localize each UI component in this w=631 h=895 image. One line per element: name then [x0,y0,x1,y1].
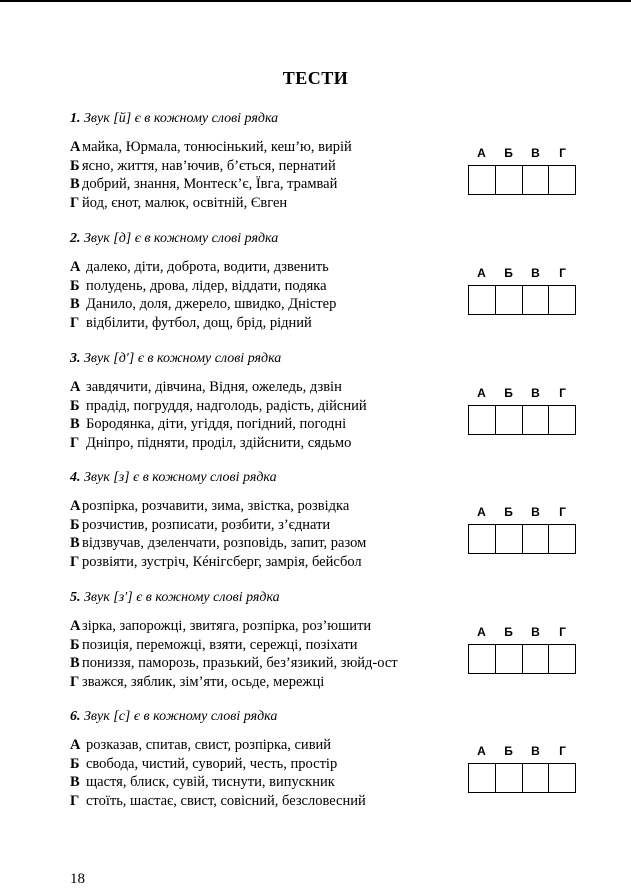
option-letter: А [70,618,81,634]
question-text: Звук [с] є в кожному слові рядка [84,709,278,724]
option-row [70,175,460,194]
answer-boxes [468,165,576,195]
answer-box[interactable] [549,286,575,314]
option-text: розвіяти, зустріч, Кéнігсберг, замрія, бейсбол [82,553,362,570]
answer-box[interactable] [469,406,496,434]
option-text: стоїть, шастає, свист, совісний, безсловесний [86,792,366,809]
answer-label: Б [504,505,513,519]
answer-label: Б [504,744,513,758]
page-top-border [0,0,631,2]
answer-box[interactable] [549,406,575,434]
option-text: йод, єнот, малюк, освітній, Євген [82,194,288,211]
answer-labels [468,266,576,280]
option-row [70,534,460,553]
option-text: розказав, спитав, свист, розпірка, сивий [86,737,332,753]
option-letter: Г [70,673,80,690]
option-letter: Б [70,755,80,772]
answer-grid-block [468,625,576,674]
option-row [70,654,460,673]
option-text: свобода, чистий, суворий, честь, простір [86,755,338,772]
option-letter: В [70,655,80,671]
answer-label: А [477,505,486,519]
answer-box[interactable] [469,166,496,194]
answer-label: Г [559,266,566,280]
option-text: розпірка, розчавити, зима, звістка, розвідка [82,498,350,514]
option-list [70,258,460,332]
option-letter: Г [70,553,80,570]
option-letter: А [70,498,81,514]
option-text: завдячити, дівчина, Відня, ожеледь, дзвін [86,379,342,395]
answer-label: В [531,386,540,400]
question-text: Звук [й] є в кожному слові рядка [84,111,279,126]
option-text: Бородянка, діти, угіддя, погідний, погодні [86,416,347,432]
option-letter: Г [70,314,80,331]
answer-label: Г [559,146,566,160]
option-row [70,138,460,157]
option-row [70,636,460,655]
option-text: пониззя, паморозь, празький, без’язикий, зюйд-ост [82,655,398,671]
answer-label: В [531,146,540,160]
answer-box[interactable] [496,525,523,553]
answer-boxes [468,285,576,315]
answer-box[interactable] [549,645,575,673]
option-row [70,497,460,516]
option-row [70,277,460,296]
option-row [70,516,460,535]
option-text: зірка, запорожці, звитяга, розпірка, роз’юшити [82,618,372,634]
answer-label: В [531,744,540,758]
option-letter: Г [70,434,80,451]
question-heading [70,470,277,486]
answer-box[interactable] [523,525,550,553]
option-text: відбілити, футбол, дощ, брід, рідний [86,314,312,331]
answer-label: Г [559,505,566,519]
answer-label: Б [504,625,513,639]
option-text: розчистив, розписати, розбити, з’єднати [82,516,331,533]
answer-box[interactable] [523,645,550,673]
option-text: майка, Юрмала, тонюсінький, кеш’ю, вирій [82,139,352,155]
answer-labels [468,744,576,758]
answer-grid-block [468,146,576,195]
option-letter: А [70,259,81,275]
option-list [70,378,460,452]
answer-label: А [477,625,486,639]
question-number: 6. [70,709,81,724]
answer-box[interactable] [496,286,523,314]
answer-label: А [477,744,486,758]
question-text: Звук [д] є в кожному слові рядка [84,231,279,246]
page-title: ТЕСТИ [282,68,349,88]
option-letter: В [70,416,80,432]
answer-box[interactable] [549,764,575,792]
answer-grid-block [468,266,576,315]
answer-label: Г [559,386,566,400]
option-row [70,258,460,277]
question-heading [70,231,278,247]
answer-box[interactable] [523,286,550,314]
option-text: відзвучав, дзеленчати, розповідь, запит, разом [82,535,367,551]
option-letter: В [70,296,80,312]
answer-grid-block [468,744,576,793]
answer-label: В [531,625,540,639]
answer-label: А [477,266,486,280]
option-row [70,194,460,213]
option-letter: В [70,774,80,790]
option-letter: В [70,535,80,551]
answer-box[interactable] [549,525,575,553]
answer-label: Г [559,744,566,758]
option-list [70,617,460,691]
answer-label: В [531,505,540,519]
option-text: добрий, знання, Монтеск’є, Ївга, трамвай [82,176,338,192]
option-row [70,755,460,774]
question-text: Звук [з′] є в кожному слові рядка [84,590,280,605]
option-letter: В [70,176,80,192]
question-heading [70,351,281,367]
option-text: Дніпро, підняти, проділ, здійснити, сядьмо [86,434,352,451]
question-heading [70,111,278,127]
question-number: 1. [70,111,81,126]
question-number: 4. [70,470,81,485]
question-text: Звук [д′] є в кожному слові рядка [84,351,282,366]
option-text: позиція, переможці, взяти, сережці, позіхати [82,636,358,653]
option-letter: Г [70,792,80,809]
option-text: далеко, діти, доброта, водити, дзвенить [86,259,329,275]
answer-box[interactable] [523,406,550,434]
option-row [70,736,460,755]
option-letter: Г [70,194,80,211]
option-letter: Б [70,636,80,653]
option-letter: Б [70,277,80,294]
option-row [70,673,460,692]
answer-label: Б [504,146,513,160]
option-letter: Б [70,516,80,533]
answer-box[interactable] [496,166,523,194]
option-text: зважся, зяблик, зім’яти, осьде, мережці [82,673,325,690]
answer-box[interactable] [523,764,550,792]
option-row [70,314,460,333]
answer-box[interactable] [496,645,523,673]
answer-boxes [468,763,576,793]
answer-box[interactable] [469,286,496,314]
answer-box[interactable] [469,764,496,792]
option-row [70,773,460,792]
answer-label: Б [504,266,513,280]
answer-grid-block [468,505,576,554]
question-number: 5. [70,590,81,605]
option-text: полудень, дрова, лідер, віддати, подяка [86,277,327,294]
option-row [70,434,460,453]
answer-box[interactable] [469,525,496,553]
answer-label: Г [559,625,566,639]
answer-box[interactable] [496,764,523,792]
option-letter: Б [70,157,80,174]
option-text: прадід, погруддя, надголодь, радість, дійсний [86,397,367,414]
option-list [70,736,460,810]
option-text: щастя, блиск, сувій, тиснути, випускник [86,774,335,790]
answer-label: А [477,386,486,400]
option-row [70,295,460,314]
option-letter: А [70,737,81,753]
option-row [70,397,460,416]
option-letter: А [70,379,81,395]
answer-box[interactable] [469,645,496,673]
option-letter: А [70,139,81,155]
question-text: Звук [з] є в кожному слові рядка [84,470,277,485]
option-text: Данило, доля, джерело, швидко, Дністер [86,296,337,312]
answer-labels [468,625,576,639]
option-letter: Б [70,397,80,414]
answer-boxes [468,524,576,554]
question-heading [70,590,280,606]
option-row [70,157,460,176]
question-number: 2. [70,231,81,246]
answer-labels [468,386,576,400]
answer-grid-block [468,386,576,435]
option-row [70,378,460,397]
option-list [70,497,460,571]
option-list [70,138,460,212]
option-text: ясно, життя, нав’ючив, б’ється, пернатий [82,157,336,174]
answer-box[interactable] [496,406,523,434]
answer-boxes [468,405,576,435]
answer-labels [468,146,576,160]
answer-box[interactable] [523,166,550,194]
page-number: 18 [70,871,85,887]
answer-box[interactable] [549,166,575,194]
option-row [70,792,460,811]
question-heading [70,709,277,725]
answer-labels [468,505,576,519]
answer-boxes [468,644,576,674]
answer-label: Б [504,386,513,400]
answer-label: В [531,266,540,280]
answer-label: А [477,146,486,160]
option-row [70,553,460,572]
option-row [70,415,460,434]
option-row [70,617,460,636]
question-number: 3. [70,351,81,366]
